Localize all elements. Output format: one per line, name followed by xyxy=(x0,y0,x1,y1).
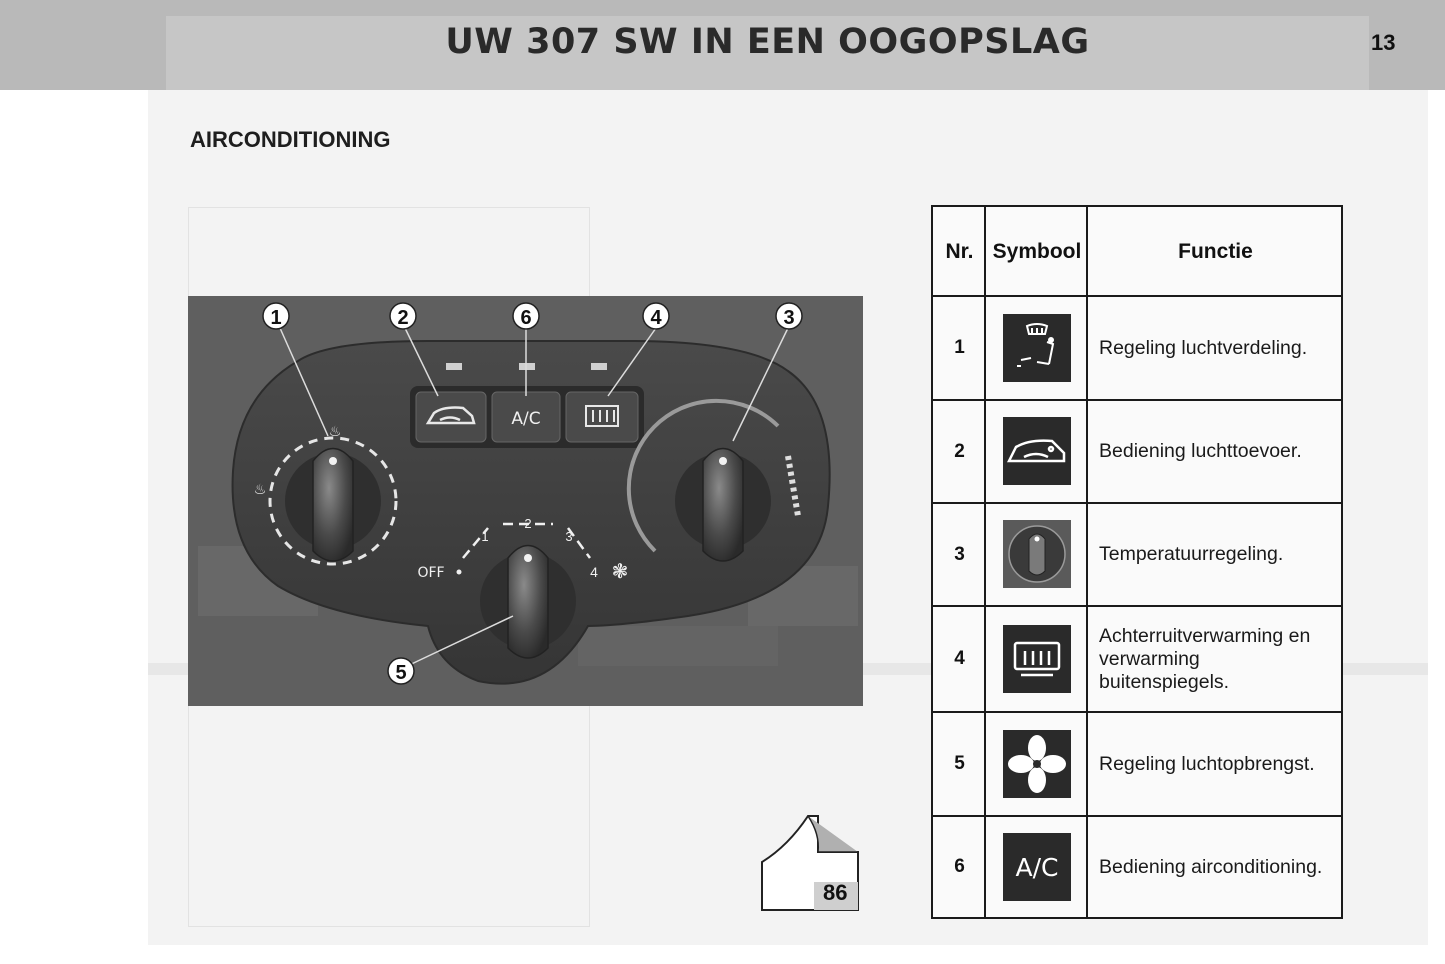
row-function: Temperatuurregeling. xyxy=(1099,543,1284,565)
row-number: 2 xyxy=(954,440,965,462)
table-row xyxy=(933,817,1341,917)
table-row xyxy=(933,607,1341,711)
svg-text:♨: ♨ xyxy=(253,481,267,497)
control-panel-illustration xyxy=(188,296,863,706)
table-row xyxy=(933,297,1341,399)
section-title: AIRCONDITIONING xyxy=(190,127,391,152)
indicator-led-6 xyxy=(519,363,535,370)
page-number: 13 xyxy=(1371,30,1396,55)
callout-1 xyxy=(263,303,289,329)
distribution-knob xyxy=(313,449,353,562)
fan-symbol-icon: ❃ xyxy=(611,561,629,583)
indicator-led-2 xyxy=(446,363,462,370)
row-function: Regeling luchtverdeling. xyxy=(1099,336,1308,359)
svg-text:6: 6 xyxy=(520,307,532,329)
header-function: Functie xyxy=(1178,240,1253,263)
temperature-knob xyxy=(703,449,743,562)
row-number: 5 xyxy=(954,753,965,774)
ac-icon-text: A/C xyxy=(1015,852,1059,882)
row-number: 3 xyxy=(954,543,965,565)
row-function: Bediening airconditioning. xyxy=(1099,855,1323,878)
ac-button-label: A/C xyxy=(511,409,541,429)
table-row xyxy=(933,713,1341,815)
row-function: Regeling luchtopbrengst. xyxy=(1099,752,1315,775)
fan-speed-4: 4 xyxy=(590,564,598,580)
function-table xyxy=(931,205,1343,919)
fan-off-label: OFF xyxy=(417,565,445,581)
temperature-knob-icon xyxy=(1003,520,1071,588)
indicator-led-4 xyxy=(591,363,607,370)
row-number: 4 xyxy=(954,648,965,669)
row-function: Achterruitverwarming en verwarming buitenspiegels. xyxy=(1099,624,1311,693)
ac-icon xyxy=(1003,833,1071,901)
table-row xyxy=(933,504,1341,605)
fan-speed-1: 1 xyxy=(481,529,489,544)
header-symbol: Symbool xyxy=(992,240,1082,263)
fan-speed-knob xyxy=(508,546,548,659)
row-number: 1 xyxy=(954,337,965,358)
rear-defrost-icon xyxy=(1003,625,1071,693)
table-row xyxy=(933,401,1341,502)
air-distribution-icon xyxy=(1003,314,1071,382)
fan-speed-2: 2 xyxy=(524,516,532,531)
callout-3 xyxy=(776,303,802,329)
page-reference-number: 86 xyxy=(823,880,848,905)
air-intake-icon xyxy=(1003,417,1071,485)
svg-text:4: 4 xyxy=(650,307,662,329)
svg-text:1: 1 xyxy=(270,307,282,329)
svg-text:5: 5 xyxy=(395,662,407,684)
svg-text:2: 2 xyxy=(397,307,409,329)
row-function: Bediening luchttoevoer. xyxy=(1099,440,1302,462)
row-number: 6 xyxy=(954,856,965,877)
page-title: UW 307 SW IN EEN OOGOPSLAG xyxy=(445,22,1090,62)
svg-text:♨: ♨ xyxy=(328,423,342,439)
rear-defrost-button xyxy=(566,392,638,442)
callout-4 xyxy=(643,303,669,329)
fan-speed-3: 3 xyxy=(565,529,573,544)
fan-icon xyxy=(1003,730,1071,798)
svg-text:3: 3 xyxy=(783,307,795,329)
callout-6 xyxy=(513,303,539,329)
header-nr: Nr. xyxy=(945,240,974,263)
callout-2 xyxy=(390,303,416,329)
callout-5 xyxy=(388,658,414,684)
